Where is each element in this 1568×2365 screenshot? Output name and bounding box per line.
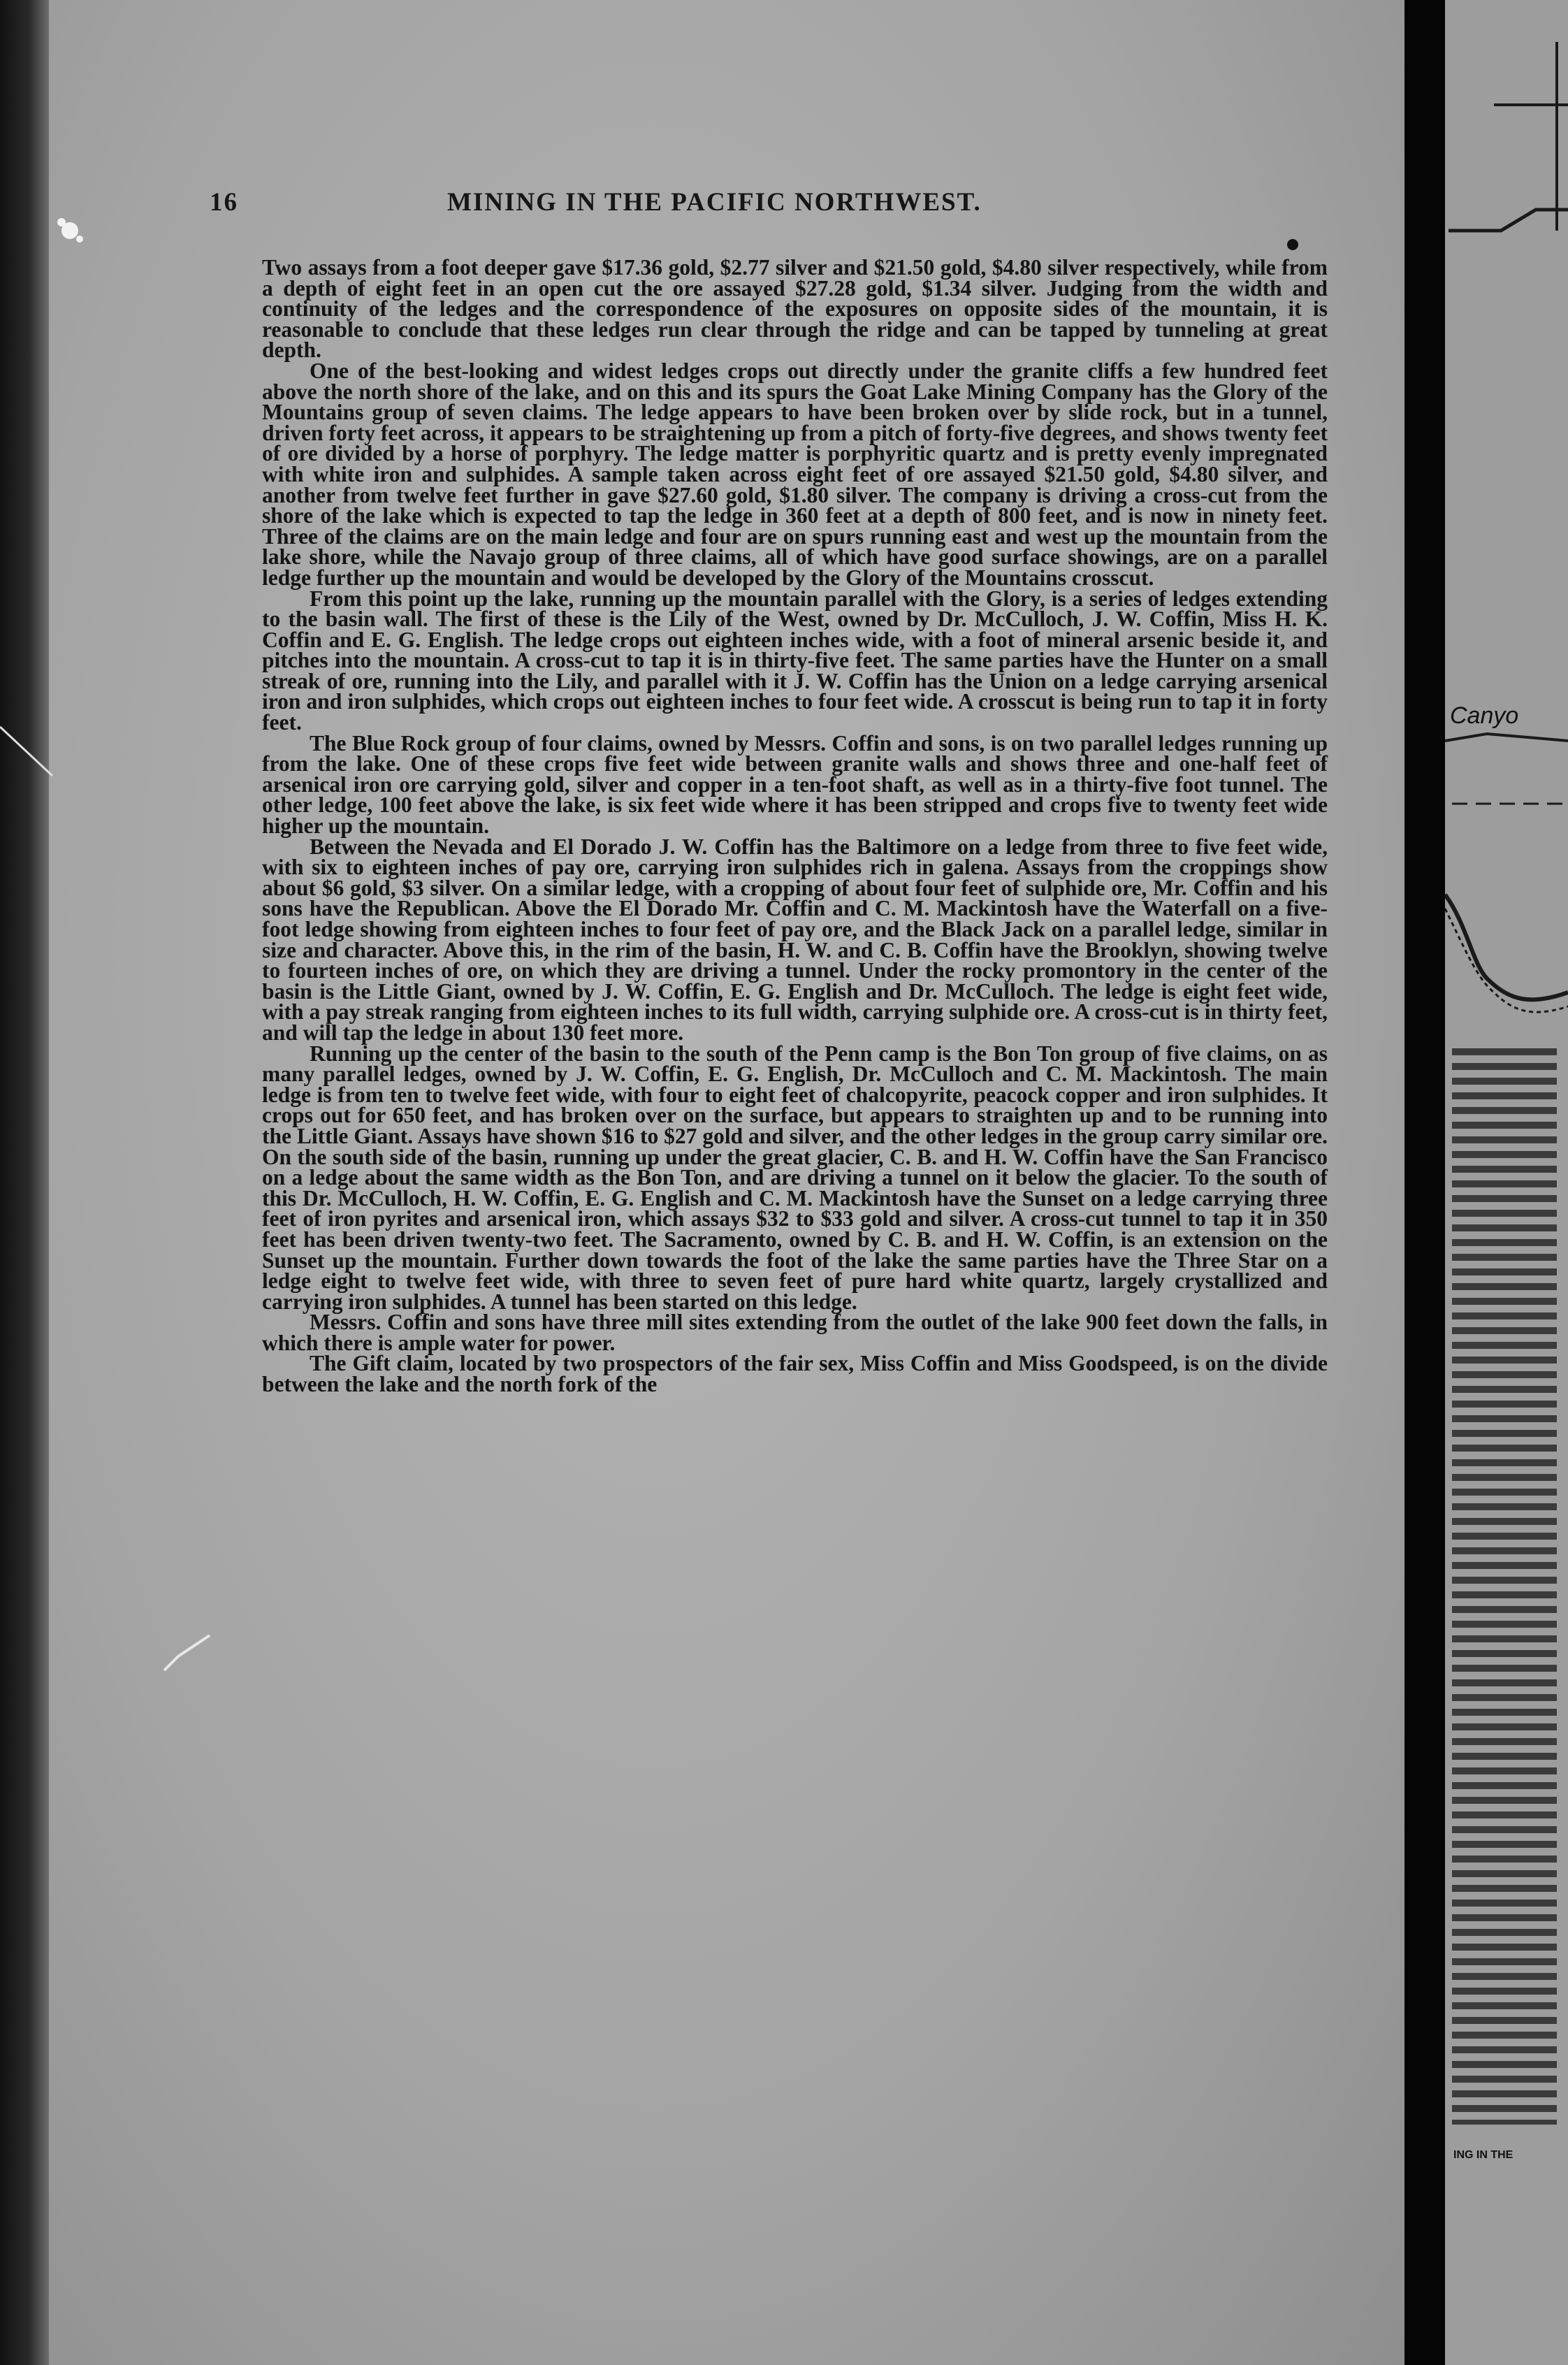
paragraph: Messrs. Coffin and sons have three mill sites extending from the outlet of the lake 900 feet down the falls, in which there is ample water for power.: [262, 1310, 1328, 1355]
running-title: MINING IN THE PACIFIC NORTHWEST.: [447, 188, 982, 217]
paragraph: From this point up the lake, running up the mountain parallel with the Glory, is a series of ledges extending to the basin wall. The first of these is the Lily of the West, owned by Dr. McCulloch, J. W. Coffin, Miss H. K. Coffin and E. G. English. The ledge crops out eighteen inches wide, with a foot of mineral arsenic beside it, and pitches into the mountain. A cross-cut to tap it is in thirty-five feet. The same parties have the Hunter on a small streak of ore, running into the Lily, and parallel with it J. W. Coffin has the Union on a ledge carrying arsenical iron and iron sulphides, which crops out eighteen inches to four feet wide. A crosscut is being run to tap it in forty feet.: [262, 586, 1328, 735]
paragraph: Two assays from a foot deeper gave $17.36 gold, $2.77 silver and $21.50 gold, $4.80 silver respectively, while from a depth of eight feet in an open cut the ore assayed $27.28 gold, $1.34 silver. Judging from the width and continuity of the ledges and the correspondence of the exposures on opposite sides of the mountain, it is reasonable to conclude that these ledges run clear through the ridge and can be tapped by tunneling at great depth.: [262, 255, 1328, 363]
facing-footer: ING IN THE: [1453, 2149, 1513, 2161]
paragraph: Between the Nevada and El Dorado J. W. Coffin has the Baltimore on a ledge from three to five feet wide, with six to eighteen inches of pay ore, carrying iron sulphides rich in galena. Assays from the croppings show about $6 gold, $3 silver. On a similar ledge, with a cropping of about four feet of sulphide ore, Mr. Coffin and his sons have the Republican. Above the El Dorado Mr. Coffin and C. M. Mackintosh have the Waterfall on a five-foot ledge showing from eighteen inches to four feet of pay ore, and the Black Jack on a parallel ledge, similar in size and character. Above this, in the rim of the basin, H. W. and C. B. Coffin have the Brooklyn, showing twelve to fourteen inches of ore, on which they are driving a tunnel. Under the rocky promontory in the center of the basin is the Little Giant, owned by J. W. Coffin, E. G. English and Dr. McCulloch. The ledge is eight feet wide, with a pay streak ranging from eighteen inches to its full width, carrying sulphide ore. A cross-cut is in thirty feet, and will tap the ledge in about 130 feet more.: [262, 834, 1328, 1045]
paragraph: The Blue Rock group of four claims, owned by Messrs. Coffin and sons, is on two parallel ledges running up from the lake. One of these crops five feet wide between granite walls and shows three and one-half feet of arsenical iron ore carrying gold, silver and copper in a ten-foot shaft, as well as in a thirty-five foot tunnel. The other ledge, 100 feet above the lake, is six feet wide where it has been stripped and crops five to twenty feet wide higher up the mountain.: [262, 730, 1328, 839]
article-body: [262, 257, 1328, 1395]
page-number: 16: [210, 188, 238, 217]
running-header: [210, 187, 1363, 222]
book-gutter: [1404, 0, 1445, 2365]
paragraph: One of the best-looking and widest ledges crops out directly under the granite cliffs a few hundred feet above the north shore of the lake, and on this and its spurs the Goat Lake Mining Company has the Glory of the Mountains group of seven claims. The ledge appears to have been broken over by slide rock, but in a tunnel, driven forty feet across, it appears to be straightening up from a pitch of forty-five degrees, and shows twenty feet of ore divided by a horse of porphyry. The ledge matter is porphyritic quartz and is pretty evenly impregnated with white iron and sulphides. A sample taken across eight feet of ore assayed $21.50 gold, $4.80 silver, and another from twelve feet further in gave $27.60 gold, $1.80 silver. The company is driving a cross-cut from the shore of the lake which is expected to tap the ledge in 360 feet at a depth of 800 feet, and is now in ninety feet. Three of the claims are on the main ledge and four are on spurs running east and west up the mountain from the lake shore, while the Navajo group of three claims, all of which have good surface showings, are on a parallel ledge further up the mountain and would be developed by the Glory of the Mountains crosscut.: [262, 358, 1328, 590]
map-label: Canyo: [1450, 702, 1519, 729]
facing-index-list: [1452, 1048, 1557, 2125]
scan-left-edge: [0, 0, 49, 2365]
facing-page: [1445, 0, 1568, 2365]
paragraph: Running up the center of the basin to the south of the Penn camp is the Bon Ton group of five claims, on as many parallel ledges, owned by J. W. Coffin, E. G. English, Dr. McCulloch and C. M. Mackintosh. The main ledge is from ten to twelve feet wide, with four to eight feet of chalcopyrite, peacock copper and iron sulphides. It crops out for 650 feet, and has broken over on the surface, but appears to straighten up and to be running into the Little Giant. Assays have shown $16 to $27 gold and silver, and the other ledges in the group carry similar ore. On the south side of the basin, running up under the great glacier, C. B. and H. W. Coffin have the San Francisco on a ledge about the same width as the Bon Ton, and are driving a tunnel on it below the glacier. To the south of this Dr. McCulloch, H. W. Coffin, E. G. English and C. M. Mackintosh have the Sunset on a ledge carrying three feet of iron pyrites and arsenical iron, which assays $32 to $33 gold and silver. A cross-cut tunnel to tap it in 350 feet has been driven twenty-two feet. The Sacramento, owned by C. B. and H. W. Coffin, is an extension on the Sunset up the mountain. Further down towards the foot of the lake the same parties have the Three Star on a ledge eight to twelve feet wide, with three to seven feet of pure hard white quartz, largely crystallized and carrying iron sulphides. A tunnel has been started on this ledge.: [262, 1041, 1328, 1314]
paragraph: The Gift claim, located by two prospectors of the fair sex, Miss Coffin and Miss Goodspeed, is on the divide between the lake and the north fork of the: [262, 1351, 1328, 1397]
